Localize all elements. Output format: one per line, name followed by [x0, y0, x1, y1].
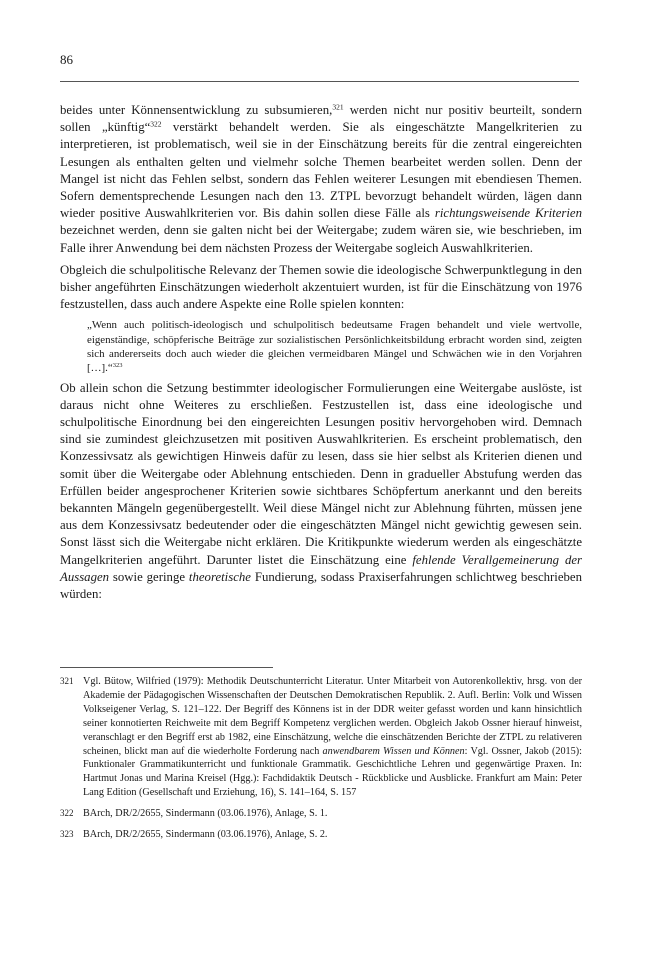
footnotes [60, 675, 582, 842]
footnote-ref-322[interactable]: 322 [150, 119, 162, 129]
footnote-number: 321 [60, 676, 74, 686]
footnote-text: Vgl. Bütow, Wilfried (1979): Methodik Deutschunterricht Literatur. Unter Mitarbeit von Autorenkollektiv, hrsg. von der Akademie der Pädagogischen Wissenschaften der Deutschen Demokratischen Republik. 2. Aufl. Berlin: Volk und Wissen Volkseigener Verlag, S. 121–122. Der Begriff des Könnens ist in der DDR weiter gefasst worden und kann hinsichtlich seiner konnotierten Reichweite mit dem Begriff Kompetenz verglichen werden. Obgleich Jakob Ossner hierauf hinweist, veranschlagt er den Begriff erst ab 1982, eine Einschätzung, welche die einschätzenden Berichte der ZTPL zu relativeren scheinen, blickt man auf die wiederholte Forderung nach anwendbarem Wissen und Können: Vgl. Ossner, Jakob (2015): Funktionaler Grammatikunterricht und funktionale Grammatik. Geschichtliche Lehren und gegenwärtige Praxen. In: Hartmut Jonas und Marina Kreisel (Hgg.): Fachdidaktik Deutsch - Rückblicke und Ausblicke. Frankfurt am Main: Peter Lang Edition (Gesellschaft und Erziehung, 16), S. 141–164, S. 157 [83, 676, 582, 799]
footnote-number: 322 [60, 808, 74, 819]
footnote-322 [60, 807, 582, 821]
footnote-323 [60, 828, 582, 842]
footnote-ref-323[interactable]: 323 [112, 362, 123, 370]
emphasis-fehlende-verallgemeinerung: fehlende Verallgemeinerung der Aussagen [60, 552, 582, 584]
footnote-text: BArch, DR/2/2655, Sindermann (03.06.1976), Anlage, S. 1. [83, 808, 328, 820]
footnote-ref-321[interactable]: 321 [332, 102, 344, 112]
paragraph-3: Ob allein schon die Setzung bestimmter ideologischer Formulierungen eine Weitergabe auslöste, ist daraus nicht ohne Weiteres zu erschließen. Festzustellen ist, dass eine ideologische und schulpolitische Einordnung bei den eingereichten Lesungen positiv hervorgehoben wird. Demnach sind sie zumindest gleichzusetzen mit positiven Auswahlkriterien. Es erscheint problematisch, den Konzessivsatz als gewichtigen Hinweis dafür zu lesen, dass sie hier selbst als Kriterien dienen und somit über die Weitergabe oder Ablehnung entschieden. Denn in gradueller Abstufung werden das Erfüllen beider angesprochener Kriterien sowie sichtbares Schöpfertum anerkannt und den bereits bekannten Mängeln gegenübergestellt. Weil diese Mängel nicht zur Ablehnung führten, müssen jene aus dem Konzessivsatz bedeutender oder die eingeschätzten Mängel nicht gewichtig gewesen sein. Sonst lässt sich die Weitergabe nicht erklären. Die Kritikpunkte wiederum werden als eingeschätzte Mangelkriterien angeführt. Darunter listet die Einschätzung eine fehlende Verallgemeinerung der Aussagen sowie geringe theoretische Fundierung, sodass Praxiserfahrungen schlichtweg beschrieben würden: [60, 380, 582, 602]
footnote-321 [60, 675, 582, 800]
footnote-text: BArch, DR/2/2655, Sindermann (03.06.1976), Anlage, S. 2. [83, 829, 328, 841]
block-quote: „Wenn auch politisch-ideologisch und schulpolitisch bedeutsame Fragen behandelt und viele wertvolle, eigenständige, schöpferische Beiträge zur sozialistischen Persönlichkeitsbildung erbracht worden sind, zeigten sich andererseits doch auch wieder die gleichen vermeidbaren Mängel und Schwächen wie in den Vorjahren […].“$^{323}$ [87, 319, 582, 375]
emphasis-theoretische: theoretische [188, 569, 251, 584]
footnote-rule [60, 667, 273, 668]
main-text [60, 102, 582, 603]
emphasis-richtungsweisende-kriterien: richtungsweisende Kriterien [434, 206, 582, 221]
header-rule [60, 81, 579, 82]
paragraph-2: Obgleich die schulpolitische Relevanz der Themen sowie die ideologische Schwerpunktlegung in den bisher angeführten Einschätzungen wiederholt akzentuiert wurden, ist für die Einschätzung von 1976 festzustellen, dass auch andere Aspekte eine Rolle spielen konnten: [60, 262, 582, 312]
page-number: 86 [60, 52, 73, 67]
footnote-number: 323 [60, 829, 74, 840]
paragraph-1: beides unter Könnensentwicklung zu subsumieren,$^{321}$ werden nicht nur positiv beurteilt, sondern sollen „künftig“$^{322}$ verstärkt behandelt werden. Sie als eingeschätzte Mangelkriterien zu interpretieren, ist problematisch, weil sie in der Einschätzung bereits für die zentral eingereichten Lesungen als enthalten gelten und vielmehr solche Themen bearbeitet werden sollen. Denn der Mangel ist nicht das Fehlen selbst, sondern das Fehlen weiterer Lesungen mit ebendiesen Themen. Sofern dementsprechende Lesungen nach den 13. ZTPL bevorzugt behandelt würden, lägen dann wieder positive Auswahlkriterien vor. Bis dahin sollen diese Fälle als richtungsweisende Kriterien bezeichnet werden, denn sie galten nicht bei der Weitergabe; zudem wären sie, wie beschrieben, im Falle ihrer Anwendung bei dem nächsten Prozess der Weitergabe sogleich Auswahlkriterien. [60, 102, 583, 255]
footnote-emphasis: anwendbarem Wissen und Können [322, 745, 465, 757]
